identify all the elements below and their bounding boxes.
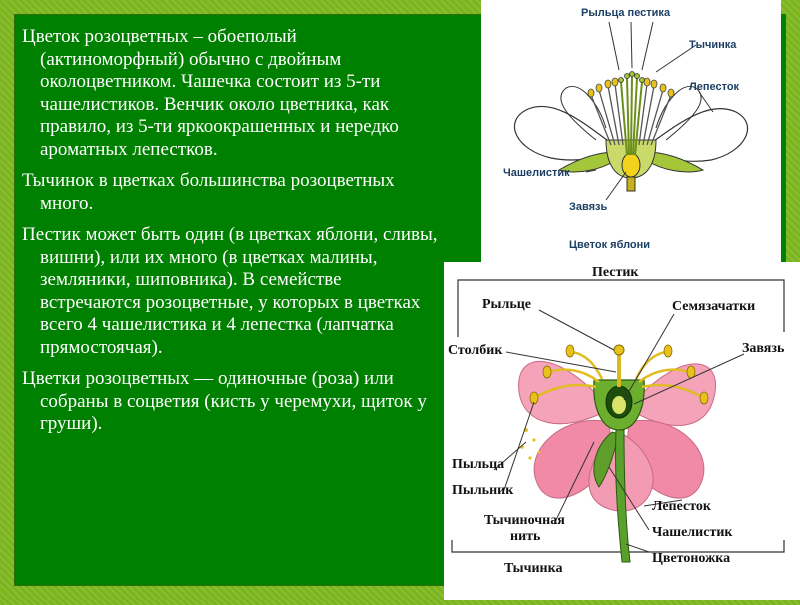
label-stigma: Рыльце xyxy=(482,297,532,312)
label-filament-line1: Тычиночная xyxy=(484,513,565,528)
stamen-bracket xyxy=(452,540,784,552)
label-pistil: Пестик xyxy=(592,265,639,280)
label-pedicel: Цветоножка xyxy=(652,551,731,566)
label-ovules: Семязачатки xyxy=(672,299,756,314)
apple-flower-figure xyxy=(481,0,781,262)
apple-petal-left xyxy=(514,106,621,160)
label-pollen: Пыльца xyxy=(452,457,505,472)
label-apple-sepal: Чашелистик xyxy=(503,167,570,179)
rose-flower-diagram xyxy=(444,262,800,600)
rose-flower-figure xyxy=(444,262,800,600)
paragraph-inflorescence: Цветки розоцветных — одиночные (роза) или собраны в соцветия (кисть у черемухи, щиток у груши). xyxy=(22,368,427,434)
label-rose-ovary: Завязь xyxy=(742,341,785,356)
rose-ovary-inner xyxy=(612,396,626,414)
apple-flower-diagram xyxy=(481,0,781,262)
label-apple-petal: Лепесток xyxy=(689,81,740,93)
label-style: Столбик xyxy=(448,343,503,358)
label-rose-sepal: Чашелистик xyxy=(652,525,733,540)
label-apple-ovary: Завязь xyxy=(569,201,608,213)
label-filament-line2: нить xyxy=(510,529,541,544)
label-stamen: Тычинка xyxy=(504,561,563,576)
label-rose-petal: Лепесток xyxy=(652,499,711,514)
paragraph-stamens: Тычинок в цветках большинства розоцветных много. xyxy=(22,170,395,214)
apple-pedicel xyxy=(627,177,635,191)
apple-figure-caption: Цветок яблони xyxy=(569,239,651,251)
label-anther: Пыльник xyxy=(452,483,514,498)
label-apple-stamen: Тычинка xyxy=(689,39,737,51)
paragraph-flower-structure: Цветок розоцветных – обоеполый (актиноморфный) обычно с двойным околоцветником. Чашечка состоит из 5-ти чашелистиков. Венчик около цветника, как правило, из 5-ти яркоокрашенных и нередко ароматных лепестков. xyxy=(22,26,399,160)
paragraph-pistil: Пестик может быть один (в цветках яблони, сливы, вишни), или их много (в цветках малины, земляники, шиповника). В семействе встречаются розоцветные, у которых в цветках всего 4 чашелистика и 4 лепестка (лапчатка прямостоячая). xyxy=(22,224,438,358)
description-text xyxy=(22,26,442,445)
rose-stigma xyxy=(614,345,624,355)
label-stigmas: Рыльца пестика xyxy=(581,7,671,19)
